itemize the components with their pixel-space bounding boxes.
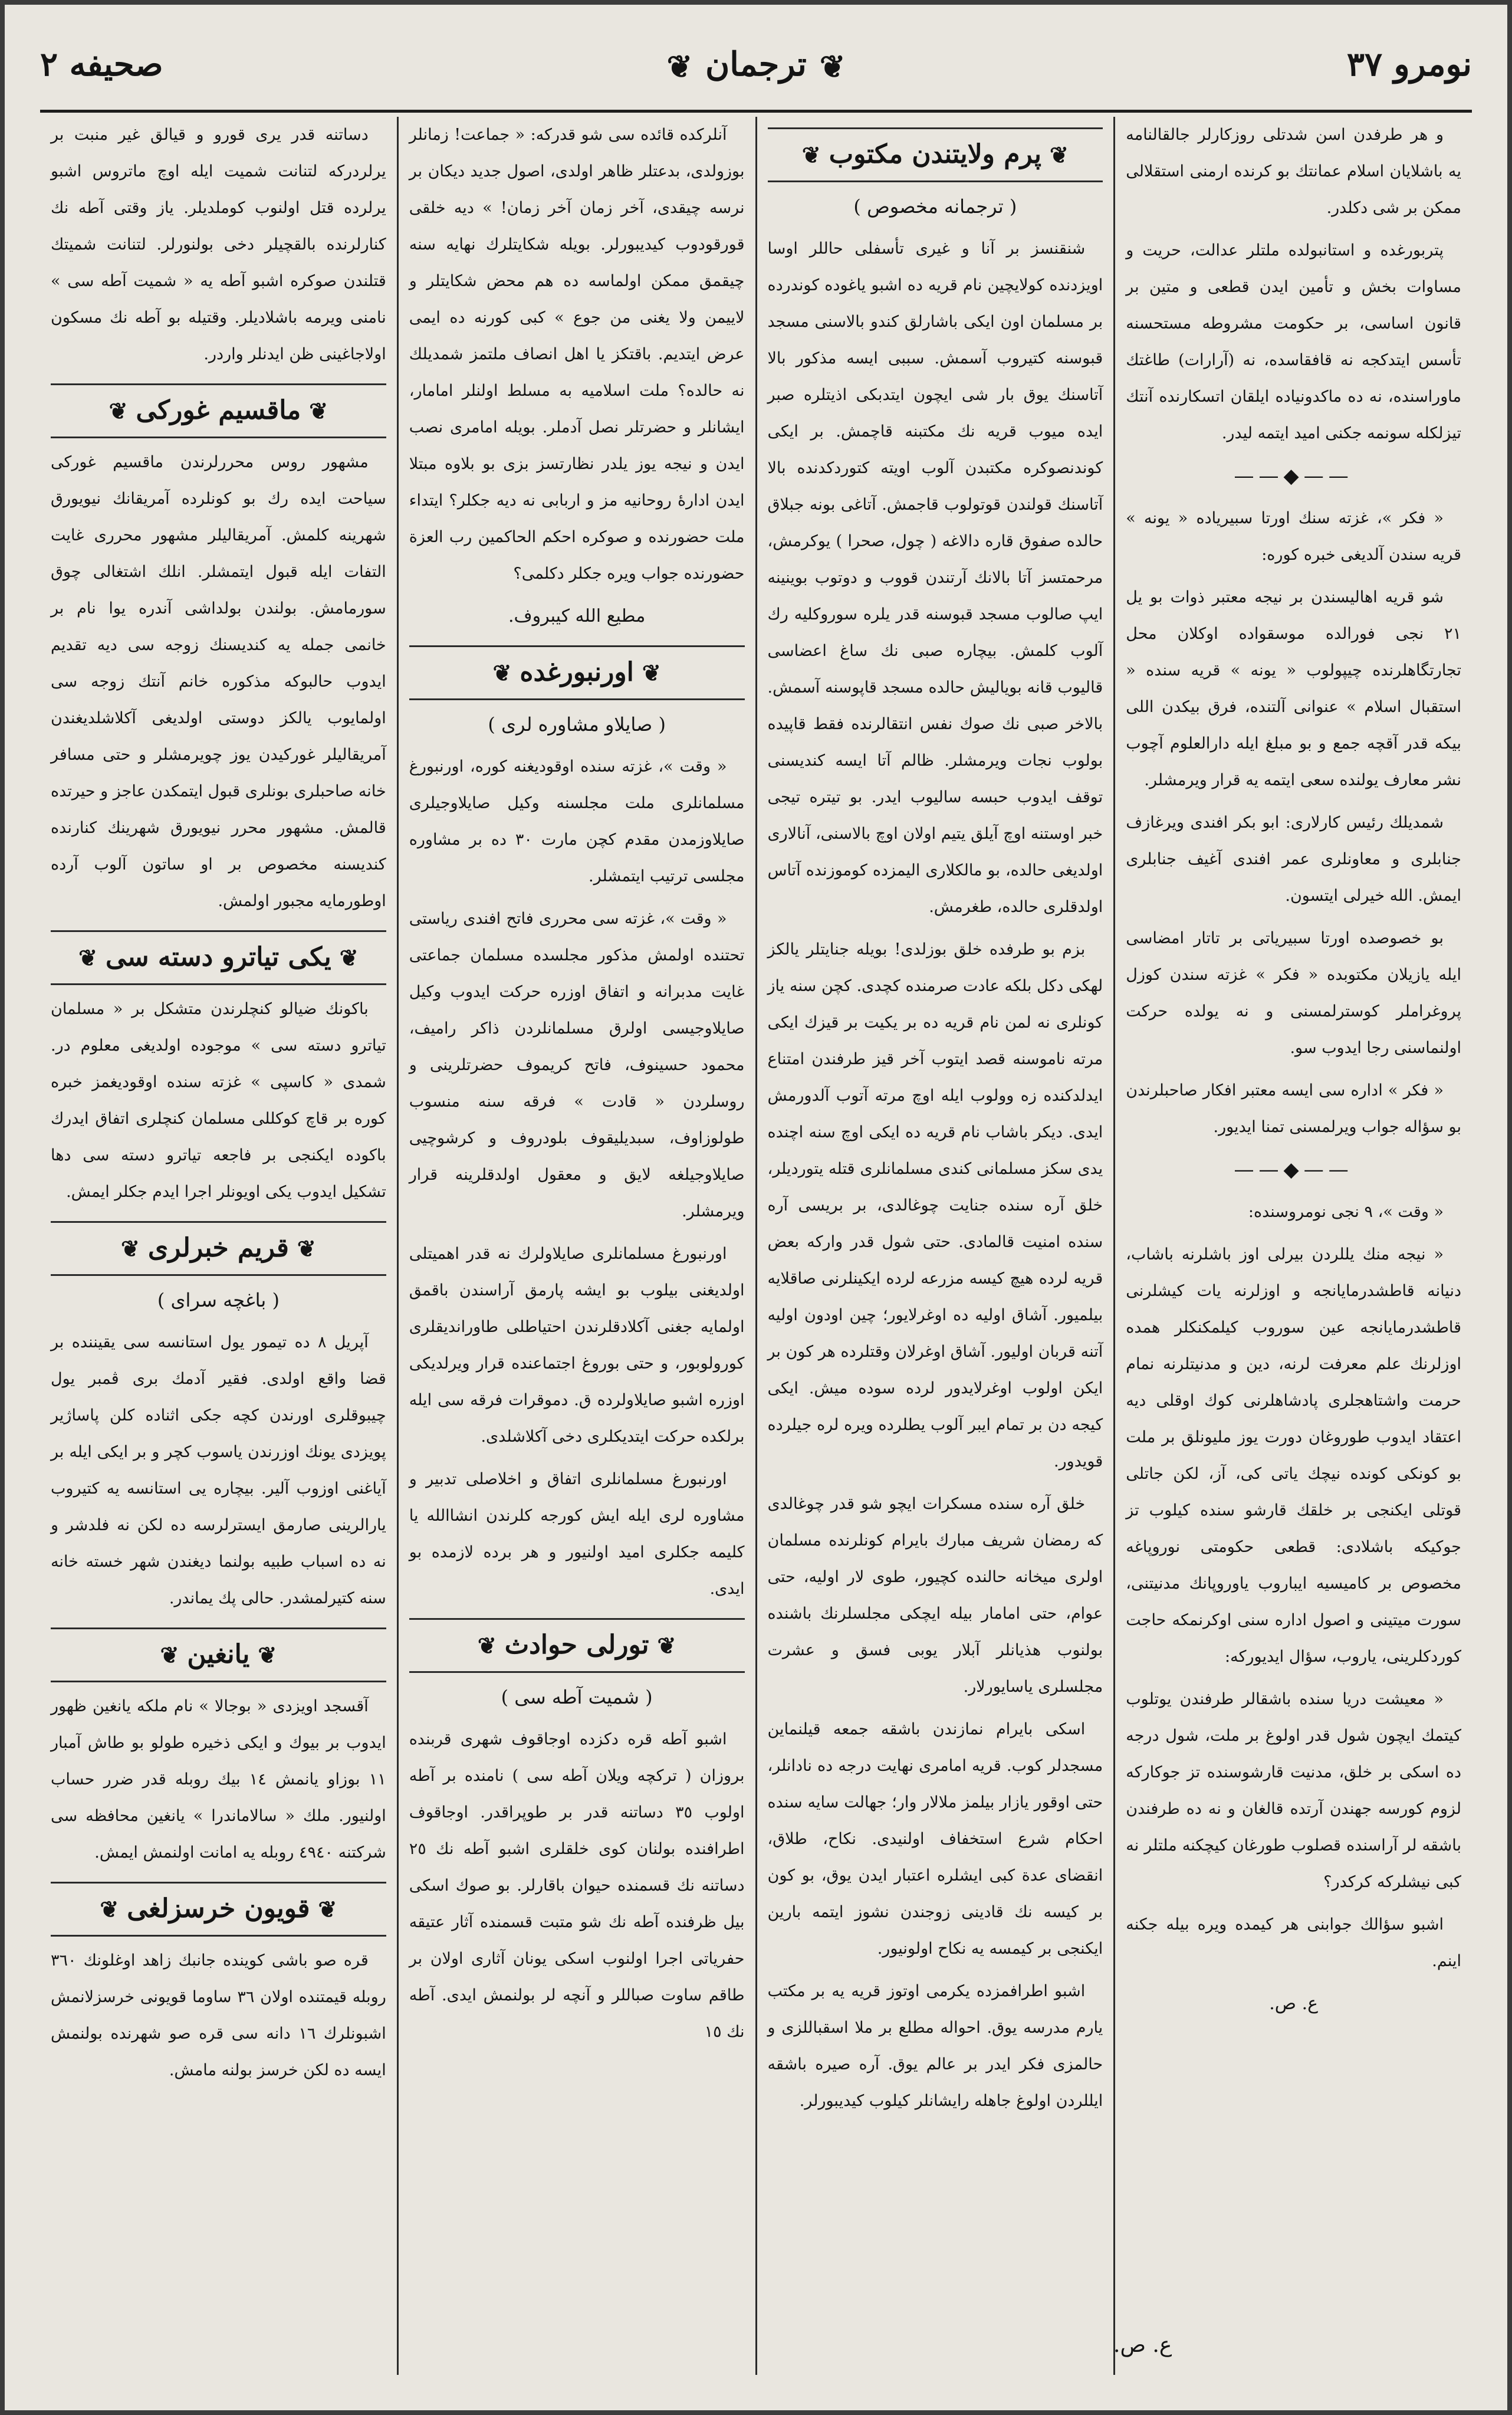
paragraph: آنلركده قائده سی شو قدركه: « جماعت! زمانلر بوزولدی، بدعتلر ظاهر اولدی، اصول جديد ديكان بر نرسه چيقدی، آخر زمان آخر زمان! » ديه خلقی قورقودوب كيديبورلر. بويله شكايتلرك نهايه سنه چيقمق ممكن اولماسه ده هم محض شكايتلر و لاييمن ولا يغنی من جوع » كبی كورنه ده ايمی عرض ايتديم. باقتكز يا اهل انصاف ملتمز شمديلك نه حالده؟ ملت اسلاميه به مسلط اولنلر امامار، ايشانلر و حضرتلر نصل آدملر. بويله امامری نصب ايدن و نيجه يوز يلدر نظارتسز بزی بو بلاوه مبتلا ايدن ادارۀ روحانيه مز و اربابی نه ديه جكلر؟ ايتداء ملت حضورنده و صوكره احكم الحاكمين رب العزة حضورنده جواب ويره جكلر دكلمی؟ — [409, 126, 745, 583]
paragraph: خلق آره سنده مسكرات ايچو شو قدر چوغالدی كه رمضان شريف مبارك بايرام كونلرنده مسلمان اولری ميخانه حالنده كچيور، طوی لار اوليه، حتی عوام، حتی امامار بيله ايچكی مجلسلرنك باشنده بولنوب هذيانلر آبلار يوبی فسق و عشرت مجلسلری ياسايورلار. — [767, 1495, 1103, 1696]
paragraph: « معيشت دريا سنده باشقالر طرفندن يوتلوب كيتمك ايچون شول قدر اولوغ بر ملت، شول درجه ده اسكی بر خلق، مدنيت قارشوسنده تز جوكارکه لزوم كورسه جهندن آرتده قالغان و نه ده طرفندن باشقه لر آراسنده قصلوب طورغان كيچكنه ملتلر نه كبی نيشلركه كركدر؟ — [1126, 1690, 1461, 1891]
columns — [40, 117, 1472, 2375]
paragraph: قره صو باشی كوينده جانبك زاهد اوغلونك ٣٦٠ روبله قيمتنده اولان ٣٦ ساوما قويونی خرسزلانمش اشبونلرك ١٦ دانه سی قره صو شهرنده بولنمش ايسه ده لكن خرسز بولنه مامش. — [51, 1951, 386, 2079]
paragraph: دساتنه قدر يری قورو و قيالق غير منبت بر يرلردركه لتنانت شميت ايله اوچ ماتروس اشبو يرلرده قتل اولنوب كوملديلر. ياز وقتی آطه نك كنارلرنده بالقچيلر دخی بولنورلر. لتنانت شميتك قتلندن صوكره اشبو آطه يه « شميت آطه سی » نامنی ويرمه باشلاديلر. وقتيله بو آطه نك مسكون اولاجاغينی ظن ايدنلر واردر. — [51, 126, 386, 363]
paragraph: مشهور روس محررلرندن ماقسيم غوركی سياحت ايده رك بو كونلرده آمريقانك نيويورق شهرينه كلمش. آمريقاليلر مشهور محرری غايت التفات ايله قبول ايتمشلر. انلك اشتغالی چوق سورمامش. بولندن بولداشی آندره يوا نام بر خانمی جمله يه كنديسنك زوجه سی ديه تقديم ايدوب حالبوكه مذكوره خانم آنتك زوجه سی اولمايوب يالكز دوستی اولديغی آكلاشلديغندن آمريقاليلر غوركيدن يوز چويرمشلر و حتی مسافر خانه صاحبلری بونلری قبول ايتمكدن عاجز و حيرتده قالمش. مشهور محرر نيويورق شهرينك كنارنده كنديسنه مخصوص بر او ساتون آلوب آرده اوطورمايه مجبور اولمش. — [51, 453, 386, 910]
paragraph: اسكی بايرام نمازندن باشقه جمعه قيلنماين مسجدلر كوب. قريه امامری نهايت درجه ده نادانلر، حتی اوقور يازار بيلمز ملالار وار؛ جهالت سايه سنده احكام شرع استخفاف اولنيدی. نكاح، طلاق، انقضای عدة كبی ايشلره اعتبار ايدن يوق، بو كون بر كيسه نك قادينی زوجندن نشوز ايتمه بارين ايكنجی بر كيمسه يه نكاح اولونيور. — [767, 1720, 1103, 1958]
page-header — [40, 21, 1472, 113]
paragraph: « وقت »، ٩ نجی نومروسنده: — [1248, 1203, 1444, 1221]
article-heading: ❦ اورنبورغده ❦ — [409, 645, 745, 700]
page-number: صحيفه ٢ — [40, 45, 163, 84]
section-divider — [1126, 458, 1461, 494]
paragraph: بو خصوصده اورتا سبيرياتی بر تاتار امضاسی ايله يازيلان مكتوبده « فكر » غزته سندن كوزل پروغراملر كوسترلمسنی و نه يولده حركت اولنماسنی رجا ايدوب سو. — [1126, 929, 1461, 1057]
paragraph: باكونك ضيالو كنچلرندن متشكل بر « مسلمان تياترو دسته سی » موجوده اولديغی معلوم در. شمدی « كاسپی » غزته سنده اوقوديغمز خبره كوره بر قاچ كوكللی مسلمان كنچلری اتفاق ايدرك باكوده ايكنجی بر فاجعه تياترو دسته سی دها تشكيل ايدوب يكی اويونلر اجرا ايدم جكلر ايمش. — [51, 1000, 386, 1201]
paragraph: « نيجه منك يللردن بيرلی اوز باشلرنه باشاب، دنيانه قاطشدرمايانجه و اوزلرنه يات كيشلرنی قاطشدرمايانجه عين سوروب كيلمكنكلر همده اوزلرنك علم معرفت لرنه، دين و مدنيتلرنه نمام حرمت واشتاهجلری پادشاهلرنی كوك اوقلی ديه اعتقاد ايدوب طوروغان دورت يوز مليونلق بر ملت بو كونكی كونده نيچك ياتی كی، آز، لكن جاتلی قوتلی ايكنجی بر خلقك قارشو سنده كيلوب تز جوكيكه باشلادی: قطعی حكومتی نوروپاغه مخصوص بر كاميسيه ايباروب ياوروپانك مدنيتنی، سورت ميتينی و اصول اداره سنی اوكرنمكه حاجت كوردكلرينی، ياروب، سؤال ايديورکه: — [1126, 1245, 1461, 1666]
paragraph: آقسجد اويزدی « بوجالا » نام ملكه يانغين ظهور ايدوب بر بيوك و ايكی ذخيره طولو بو طاش آمبار ١١ بوزاو يانمش ١٤ بيك روبله قدر ضرر حساب اولنيور. ملك « سالاماندرا » يانغين محافظه سی شركتنه ٤٩٤٠ روبله يه امانت اولنمش ايمش. — [51, 1697, 386, 1862]
article-heading: ❦ ماقسيم غوركی ❦ — [51, 383, 386, 438]
section-divider — [1126, 1151, 1461, 1188]
paragraph: شنقنسز بر آنا و غيری تأسفلی حاللر اوسا اويزدنده كولايچين نام قريه ده اشبو ياغوده كوندرده بر مسلمان اون ايكی باشارلق كندو بالاسنی مسجد قبوسنه كتيروب آسمش. سببی ايسه مذكور بالا آتاسنك يوق بار شی ايچون ايتدبكی اذيتلره صبر ايده ميوب قريه نك مكتبنه قاچمش. بر ايكی كوندنصوكره مكتبدن آلوب اويته كتوردكدنده بالا آتاسنك قولندن قوتولوب قاجمش. آتاغی بونه جبلاق حالده صفوق قاره دالاغه ( چول، صحرا ) يوكرمش، مرحمتسز آتا بالانك آرتندن قووب و دوتوب بوينينه ايپ صالوب مسجد قبوسنه قدر يلره سوروكليه رك آلوب كلمش. بيچاره صبی نك ساغ اعضاسی قاليوب قانه بوياليش حالده مسجد قاپوسنه آسمش. بالاخر صبی نك صوك نفس انتقالرنده فقط قاپيده بولوب نجات ويرمشلر. ظالم آتا ايسه كنديسنی توقف ايدوب حبسه ساليوب ايدر. بو تيتره تيجی خبر اوستنه اوچ آيلق يتيم اولان اوچ بالاسنی، آنالاری اولديغی حالده، بو مالكلاری اليمزده كوموزنده آتاس اولدقلری حالده، طغرمش. — [767, 239, 1103, 916]
paragraph: اشبو اطرافمزده يكرمی اوتوز قريه يه بر مكتب يارم مدرسه يوق. احواله مطلع بر ملا اسقباللزی و حالمزی فكر ايدر بر عالم يوق. آره صيره باشقه ايللردن اولوغ جاهله رايشانلر كيلوب كيديبورلر. — [767, 1982, 1103, 2110]
paragraph: اورنبورغ مسلمانلری صايلاولرك نه قدر اهميتلی اولديغنی بيلوب بو ايشه پارمق آراسندن باقمق اولمايه جغنی آكلادقلرندن احتياطلی طاورانديقلری كورولوبور، و حتی بوروغ اجتماعنده قرار ويرلديكی اوزره اشبو صايلاولرده ق. دموقرات فرقه سی ايله برلكده حركت ايتديكلری دخی آكلاشلدی. — [409, 1245, 745, 1446]
article-subheading: ( صايلاو مشاوره لری ) — [409, 706, 745, 743]
newspaper-title: ❦ ترجمان ❦ — [654, 45, 859, 85]
newspaper-page — [5, 5, 1507, 2410]
paragraph: اشبو آطه قره دكزده اوجاقوف شهری قربنده بروزان ( تركچه ويلان آطه سی ) نامنده بر آطه اولوب ٣٥ دساتنه قدر بر طوپراقدر. اوجاقوف اطرافنده بولنان كوی خلقلری اشبو آطه نك ٢٥ دساتنه نك قسمنده حيوان باقارلر. بو صوك اسكی بيل ظرفنده آطه نك شو متبت قسمنده آثار عتيقه حفرياتی اجرا اولنوب اسكی يونان آثاری اولان بر طاقم ساوت صباللر و آنچه لر بولنمش ايدی. آطه نك ١٥ — [409, 1730, 745, 2041]
paragraph: پتربورغده و استانبولده ملتلر عدالت، حريت و مساوات بخش و تأمين ايدن قطعی و متين بر قانون اساسی، بر حكومت مشروطه مستحسنه تأسس ايتدكجه نه قافقاسده، نه (آرارات) طاغتك ماوراسنده، نه ده ماكدونياده ايلقان اتسكارنده آنتك تيزلكله سونمه جكنی اميد ايتمه ليدر. — [1126, 241, 1461, 442]
column-4 — [40, 117, 397, 2375]
column-1 — [1113, 117, 1472, 2375]
paragraph: « فكر » اداره سی ايسه معتبر افكار صاحبلرندن بو سؤاله جواب ويرلمسنی تمنا ايديور. — [1126, 1081, 1461, 1136]
article-heading: ❦ قويون خرسزلغی ❦ — [51, 1882, 386, 1937]
article-subheading: ( باغچه سرای ) — [51, 1282, 386, 1318]
article-heading: ❦ قريم خبرلری ❦ — [51, 1221, 386, 1276]
paragraph: اورنبورغ مسلمانلری اتفاق و اخلاصلی تدبير و مشاوره لری ايله ايش كورجه كلرندن انشاالله يا كليمه جكلری اميد اولنيور و هر برده لازمده بو ايدی. — [409, 1470, 745, 1598]
column-2 — [755, 117, 1114, 2375]
paragraph: بزم بو طرفده خلق بوزلدی! بويله جنايتلر يالكز لهكی دكل بلكه عادت صرمنده كچدی. كچن سنه ياز كونلری نه لمن نام قريه ده بر يكيت بر قيزك ايكی مرته ناموسنه قصد ايتوب آخر قيز طرفندن امتناع ايدلدكنده زه وولوب ايله اوچ مرته آتوب آلدورمش ايدی. ديكر باشاب نام قريه ده ايكی اوچ سنه اچنده يدی سكز مسلمانی كندی مسلمانلری قتله يتورديلر، خلق آره سنده جنايت چوغالدی، بر بريسی آره سنده امنيت قالمادی. حتی شول قدر وارکه بعض قريه لرده هيچ كيسه مزرعه لرده ايكينلرنی صاقلايه بيلميور. آشاق اوليه ده اوغرلايور؛ چين اودون اوليه آتنه قربان اوليور. آشاق اوغرلان وقتلرده هر كون بر ايكن اولوب اوغرلايدور لرده سوده ميش. ايكی كيجه دن بر تمام ايبر آلوب يطلرده ويره لره جيلرده قويدور. — [767, 940, 1103, 1471]
column-3 — [397, 117, 755, 2375]
paragraph: « وقت »، غزته سنده اوقوديغنه كوره، اورنبورغ مسلمانلری ملت مجلسنه وكيل صايلاوجيلری صايلاوزمدن مقدم كچن مارت ٣٠ ده بر مشاوره مجلسی ترتيب ايتمشلر. — [409, 757, 745, 885]
article-subheading: ( شميت آطه سی ) — [409, 1679, 745, 1715]
paragraph: و هر طرفدن اسن شدتلی روزکارلر جالقالنامه يه باشلايان اسلام عمانتك بو كرنده ارمنی استقلالی ممكن بر شی دكلدر. — [1126, 126, 1461, 217]
column-footer-initials: ع. ص. — [1113, 2333, 1172, 2357]
paragraph: « فكر »، غزته سنك اورتا سبيرياده « يونه » قريه سندن آلديغی خبره كوره: — [1126, 509, 1461, 564]
paragraph: شو قريه اهاليسندن بر نيجه معتبر ذوات بو يل ٢١ نجی فورالده موسقواده اوكلان محل تجارتگاهلرنده چيپولوب « يونه » قريه سنده « استقبال اسلام » عنوانی آلتنده، فرق بيكدن اللی بيكه قدر آقچه جمع و بو مبلغ ايله دارالعلوم آچوب نشر معارف يولنده سعی ايتمه يه قرار ويرمشلر. — [1126, 588, 1461, 789]
article-heading: ❦ تورلی حوادث ❦ — [409, 1618, 745, 1673]
article-heading: ❦ يكی تياترو دسته سی ❦ — [51, 930, 386, 985]
article-heading: ❦ پرم ولايتندن مكتوب ❦ — [768, 127, 1103, 182]
paragraph: شمديلك رئيس كارلاری: ابو بكر افندی ويرغازف جنابلری و معاونلری عمر افندی آغيف جنابلری ايمش. الله خيرلی ايتسون. — [1126, 813, 1461, 905]
issue-number: نومرو ٣٧ — [1346, 45, 1472, 84]
paragraph: آپريل ٨ ده تيمور يول استانسه سی يقيننده بر قضا واقع اولدی. فقير آدمك بری ڤمبر يول چيبوقلری اورندن كچه جكی اثناده كلن پاساژير پويزدی يونك اوزرندن ياسوب كچر و بر ايكی ايله بر آياغنی اوزوب آلير. بيچاره يی استانسه يه كتيروب يارالرينی صارمق ايسترلرسه ده لكن نه فلدشر و نه ده اسباب طبيه بولنما ديغندن شهر خسته خانه سنه كتيرلمشدر. حالی پك يماندر. — [51, 1333, 386, 1607]
article-heading: ❦ يانغين ❦ — [51, 1628, 386, 1682]
paragraph: « وقت »، غزته سی محرری فاتح افندی رياستی تحتنده اولمش مذكور مجلسده مسلمان جماعتی غايت مدبرانه و اتفاق اوزره حركت ايدوب وكيل صايلاوجيسی اولرق مسلمانلردن ذاكر راميف، محمود حسينوف، فاتح كريموف حضرتلرينی و روسلردن « قادت » فرقه سنه منسوب طولوزاوف، سبديليقوف بلودروف و كرشوچيی صايلاوجيلغه لايق و معقول اولدقلرينه قرار ويرمشلر. — [409, 910, 745, 1220]
signature: مطيع الله كيبروف. — [508, 606, 646, 626]
paragraph: اشبو سؤالك جوابنی هر كيمده ويره بيله جكنه اينم. — [1126, 1915, 1461, 1970]
signature: ع. ص. — [1269, 1993, 1319, 2014]
article-subheading: ( ترجمانه مخصوص ) — [768, 188, 1103, 225]
